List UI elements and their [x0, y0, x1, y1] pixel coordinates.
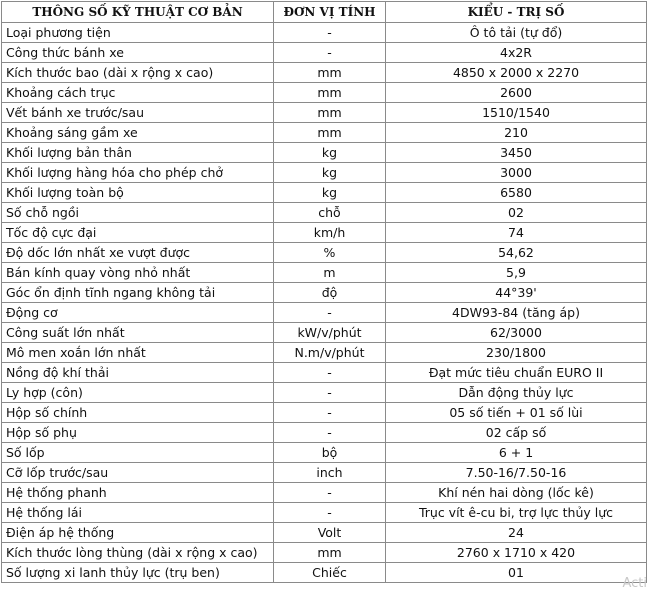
- value-cell: 4DW93-84 (tăng áp): [386, 303, 647, 323]
- table-row: [2, 243, 647, 263]
- value-cell: 44°39': [386, 283, 647, 303]
- table-row: [2, 263, 647, 283]
- value-cell: 05 số tiến + 01 số lùi: [386, 403, 647, 423]
- spec-name-cell: Số chỗ ngồi: [2, 203, 274, 223]
- table-row: [2, 143, 647, 163]
- value-cell: 6 + 1: [386, 443, 647, 463]
- value-cell: 02: [386, 203, 647, 223]
- table-row: [2, 343, 647, 363]
- unit-cell: độ: [274, 283, 386, 303]
- value-cell: 2600: [386, 83, 647, 103]
- table-row: [2, 363, 647, 383]
- table-row: [2, 543, 647, 563]
- unit-cell: -: [274, 383, 386, 403]
- table-row: [2, 183, 647, 203]
- spec-name-cell: Khoảng sáng gầm xe: [2, 123, 274, 143]
- unit-cell: kg: [274, 183, 386, 203]
- unit-cell: inch: [274, 463, 386, 483]
- value-cell: 4x2R: [386, 43, 647, 63]
- table-row: [2, 323, 647, 343]
- value-cell: Đạt mức tiêu chuẩn EURO II: [386, 363, 647, 383]
- table-row: [2, 403, 647, 423]
- spec-name-cell: Khối lượng hàng hóa cho phép chở: [2, 163, 274, 183]
- unit-cell: N.m/v/phút: [274, 343, 386, 363]
- table-row: [2, 23, 647, 43]
- table-row: [2, 283, 647, 303]
- table-row: [2, 83, 647, 103]
- table-row: [2, 383, 647, 403]
- spec-name-cell: Công thức bánh xe: [2, 43, 274, 63]
- table-row: [2, 423, 647, 443]
- value-cell: 230/1800: [386, 343, 647, 363]
- unit-cell: mm: [274, 103, 386, 123]
- spec-name-cell: Cỡ lốp trước/sau: [2, 463, 274, 483]
- spec-name-cell: Vết bánh xe trước/sau: [2, 103, 274, 123]
- unit-cell: -: [274, 303, 386, 323]
- table-row: [2, 203, 647, 223]
- value-cell: 01: [386, 563, 647, 583]
- value-cell: 6580: [386, 183, 647, 203]
- value-cell: 02 cấp số: [386, 423, 647, 443]
- header-row: [2, 2, 647, 23]
- spec-table: [1, 1, 647, 583]
- table-row: [2, 163, 647, 183]
- spec-name-cell: Mô men xoắn lớn nhất: [2, 343, 274, 363]
- value-cell: Khí nén hai dòng (lốc kê): [386, 483, 647, 503]
- header-spec: THÔNG SỐ KỸ THUẬT CƠ BẢN: [2, 2, 274, 23]
- unit-cell: kW/v/phút: [274, 323, 386, 343]
- spec-table-header: [2, 2, 647, 23]
- value-cell: 4850 x 2000 x 2270: [386, 63, 647, 83]
- spec-name-cell: Hệ thống phanh: [2, 483, 274, 503]
- table-row: [2, 523, 647, 543]
- value-cell: Dẫn động thủy lực: [386, 383, 647, 403]
- spec-name-cell: Nồng độ khí thải: [2, 363, 274, 383]
- unit-cell: -: [274, 363, 386, 383]
- table-row: [2, 483, 647, 503]
- header-value: KIỂU - TRỊ SỐ: [386, 2, 647, 23]
- value-cell: 7.50-16/7.50-16: [386, 463, 647, 483]
- table-row: [2, 443, 647, 463]
- value-cell: 3450: [386, 143, 647, 163]
- unit-cell: -: [274, 503, 386, 523]
- unit-cell: mm: [274, 83, 386, 103]
- unit-cell: mm: [274, 63, 386, 83]
- watermark: Acti: [622, 576, 647, 591]
- unit-cell: kg: [274, 143, 386, 163]
- table-row: [2, 463, 647, 483]
- unit-cell: mm: [274, 543, 386, 563]
- spec-name-cell: Điện áp hệ thống: [2, 523, 274, 543]
- unit-cell: -: [274, 403, 386, 423]
- table-row: [2, 103, 647, 123]
- table-row: [2, 223, 647, 243]
- unit-cell: mm: [274, 123, 386, 143]
- spec-name-cell: Hệ thống lái: [2, 503, 274, 523]
- table-row: [2, 43, 647, 63]
- spec-name-cell: Công suất lớn nhất: [2, 323, 274, 343]
- table-row: [2, 303, 647, 323]
- value-cell: 24: [386, 523, 647, 543]
- header-unit: ĐƠN VỊ TÍNH: [274, 2, 386, 23]
- value-cell: 54,62: [386, 243, 647, 263]
- value-cell: Ô tô tải (tự đổ): [386, 23, 647, 43]
- unit-cell: km/h: [274, 223, 386, 243]
- unit-cell: bộ: [274, 443, 386, 463]
- spec-name-cell: Khối lượng toàn bộ: [2, 183, 274, 203]
- value-cell: 1510/1540: [386, 103, 647, 123]
- spec-name-cell: Bán kính quay vòng nhỏ nhất: [2, 263, 274, 283]
- unit-cell: Volt: [274, 523, 386, 543]
- spec-name-cell: Ly hợp (côn): [2, 383, 274, 403]
- spec-name-cell: Kích thước lòng thùng (dài x rộng x cao): [2, 543, 274, 563]
- spec-table-body: [2, 23, 647, 583]
- unit-cell: -: [274, 43, 386, 63]
- spec-name-cell: Tốc độ cực đại: [2, 223, 274, 243]
- value-cell: 5,9: [386, 263, 647, 283]
- table-row: [2, 123, 647, 143]
- spec-name-cell: Loại phương tiện: [2, 23, 274, 43]
- unit-cell: -: [274, 483, 386, 503]
- value-cell: 3000: [386, 163, 647, 183]
- spec-name-cell: Động cơ: [2, 303, 274, 323]
- spec-name-cell: Độ dốc lớn nhất xe vượt được: [2, 243, 274, 263]
- spec-name-cell: Số lốp: [2, 443, 274, 463]
- table-row: [2, 63, 647, 83]
- spec-name-cell: Hộp số chính: [2, 403, 274, 423]
- value-cell: 210: [386, 123, 647, 143]
- value-cell: 74: [386, 223, 647, 243]
- spec-name-cell: Góc ổn định tĩnh ngang không tải: [2, 283, 274, 303]
- spec-name-cell: Kích thước bao (dài x rộng x cao): [2, 63, 274, 83]
- value-cell: 62/3000: [386, 323, 647, 343]
- spec-name-cell: Khoảng cách trục: [2, 83, 274, 103]
- value-cell: Trục vít ê-cu bi, trợ lực thủy lực: [386, 503, 647, 523]
- table-row: [2, 503, 647, 523]
- spec-name-cell: Số lượng xi lanh thủy lực (trụ ben): [2, 563, 274, 583]
- unit-cell: kg: [274, 163, 386, 183]
- table-row: [2, 563, 647, 583]
- unit-cell: -: [274, 23, 386, 43]
- value-cell: 2760 x 1710 x 420: [386, 543, 647, 563]
- unit-cell: %: [274, 243, 386, 263]
- spec-name-cell: Hộp số phụ: [2, 423, 274, 443]
- unit-cell: chỗ: [274, 203, 386, 223]
- unit-cell: m: [274, 263, 386, 283]
- spec-name-cell: Khối lượng bản thân: [2, 143, 274, 163]
- unit-cell: Chiếc: [274, 563, 386, 583]
- unit-cell: -: [274, 423, 386, 443]
